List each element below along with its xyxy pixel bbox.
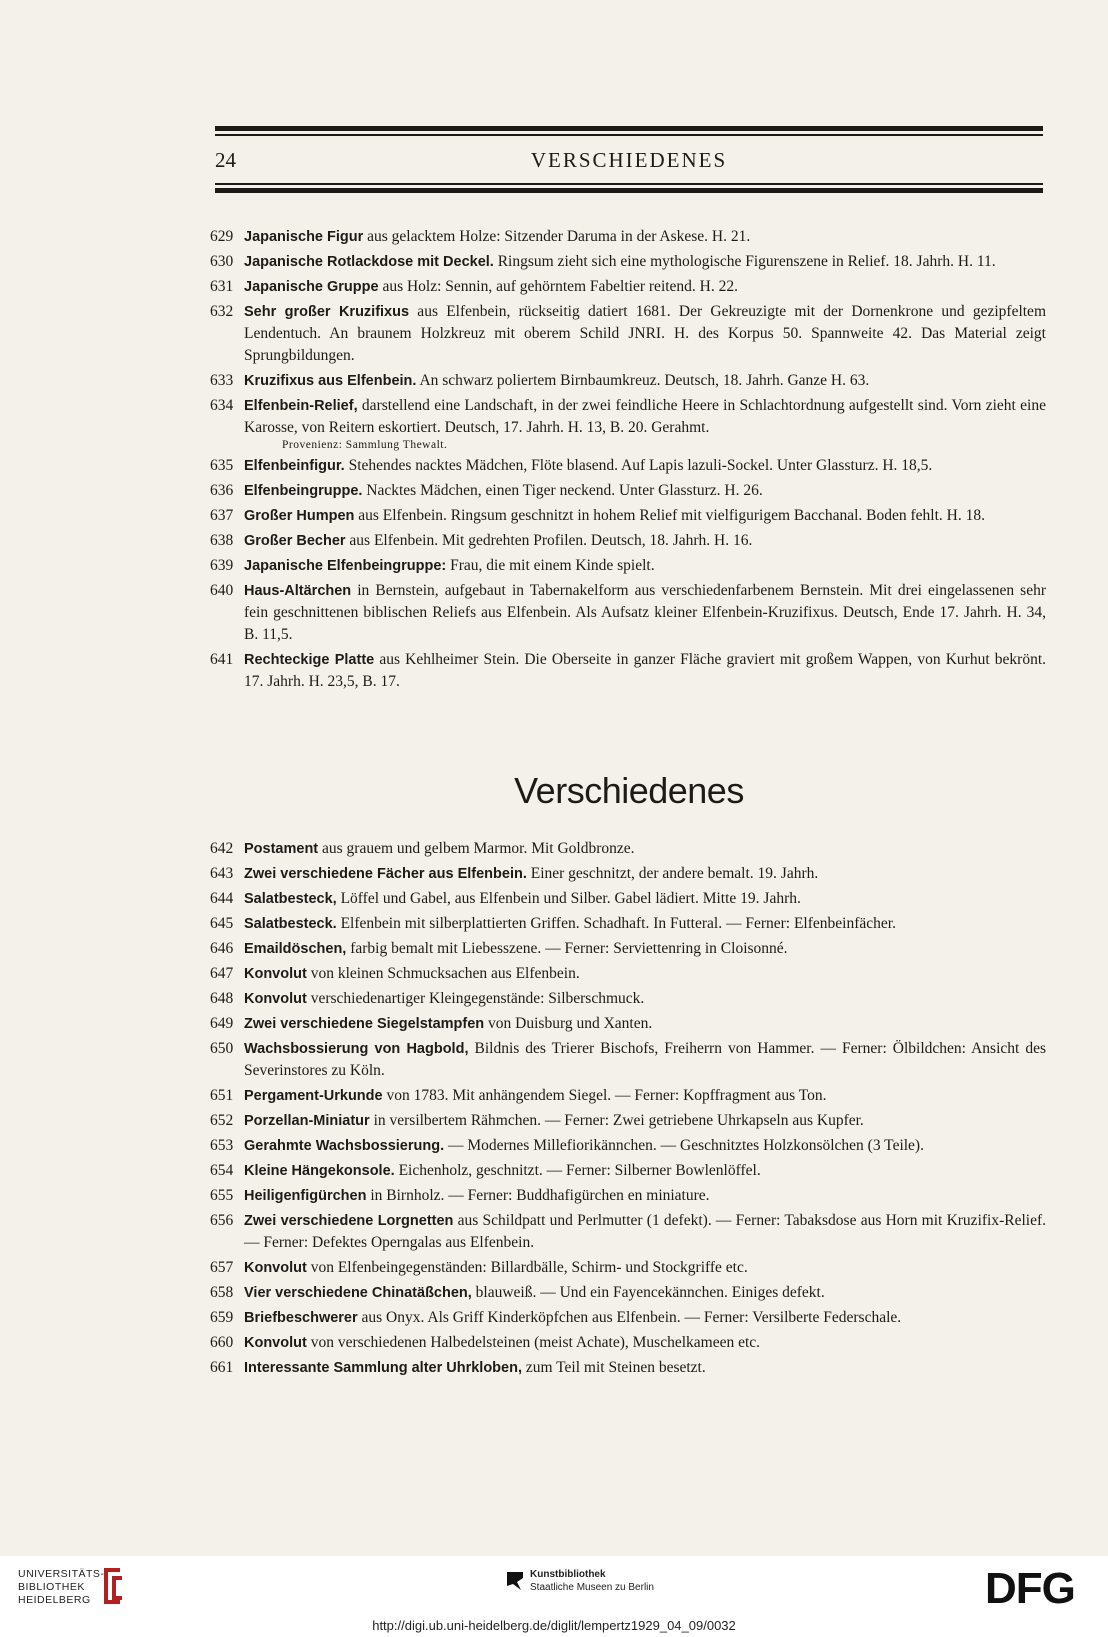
lot-description: — Modernes Millefiorikännchen. — Geschnitztes Holzkonsölchen (3 Teile). bbox=[444, 1137, 924, 1154]
catalog-entry bbox=[210, 530, 1046, 552]
lot-description: in versilbertem Rähmchen. — Ferner: Zwei getriebene Uhrkapseln aus Kupfer. bbox=[369, 1112, 864, 1129]
lot-number: 656 bbox=[210, 1212, 234, 1229]
header-rule-bottom-thin bbox=[215, 183, 1043, 185]
lot-number: 631 bbox=[210, 278, 234, 295]
lot-title: Postament bbox=[244, 841, 319, 857]
lot-description: aus Onyx. Als Griff Kinderköpfchen aus Elfenbein. — Ferner: Versilberte Federschale. bbox=[357, 1309, 902, 1326]
lot-title: Japanische Gruppe bbox=[244, 279, 379, 295]
catalog-entry bbox=[210, 1357, 1046, 1379]
catalog-entry bbox=[210, 649, 1046, 693]
lot-title: Haus-Altärchen bbox=[244, 583, 352, 599]
lot-number: 638 bbox=[210, 532, 234, 549]
lot-title: Briefbeschwerer bbox=[244, 1310, 358, 1326]
catalog-entry bbox=[210, 1185, 1046, 1207]
lot-number: 661 bbox=[210, 1359, 234, 1376]
lot-title: Salatbesteck. bbox=[244, 916, 337, 932]
lot-number: 641 bbox=[210, 651, 234, 668]
lot-number: 650 bbox=[210, 1040, 234, 1057]
lot-description: von Elfenbeingegenständen: Billardbälle, Schirm- und Stockgriffe etc. bbox=[306, 1259, 748, 1276]
kunstbibliothek-bird-icon bbox=[505, 1568, 525, 1592]
header-rule-top-thin bbox=[215, 134, 1043, 136]
lot-number: 658 bbox=[210, 1284, 234, 1301]
lot-number: 651 bbox=[210, 1087, 234, 1104]
lot-number: 649 bbox=[210, 1015, 234, 1032]
lot-title: Rechteckige Platte bbox=[244, 652, 375, 668]
catalog-entry bbox=[210, 1210, 1046, 1254]
section-title: Verschiedenes bbox=[514, 770, 744, 811]
lot-title: Japanische Figur bbox=[244, 229, 364, 245]
lot-title: Zwei verschiedene Fächer aus Elfenbein. bbox=[244, 866, 527, 882]
lot-title: Heiligenfigürchen bbox=[244, 1188, 367, 1204]
ub-emblem-icon bbox=[100, 1564, 126, 1608]
catalog-entry bbox=[210, 938, 1046, 960]
lot-number: 644 bbox=[210, 890, 234, 907]
lot-title: Konvolut bbox=[244, 966, 307, 982]
lot-title: Großer Becher bbox=[244, 533, 346, 549]
kb-logo-line2: Staatliche Museen zu Berlin bbox=[530, 1582, 654, 1593]
lot-description: aus Kehlheimer Stein. Die Oberseite in ganzer Fläche graviert mit großem Wappen, von Kurhut bekrönt. 17. Jahrh. H. 23,5, B. 17. bbox=[244, 651, 1046, 690]
lot-number: 635 bbox=[210, 457, 234, 474]
lot-number: 646 bbox=[210, 940, 234, 957]
lot-title: Gerahmte Wachsbossierung. bbox=[244, 1138, 445, 1154]
lot-number: 633 bbox=[210, 372, 234, 389]
catalog-entry bbox=[210, 395, 1046, 452]
catalog-entry bbox=[210, 1307, 1046, 1329]
lot-title: Zwei verschiedene Lorgnetten bbox=[244, 1213, 454, 1229]
lot-description: aus Elfenbein, rückseitig datiert 1681. Der Gekreuzigte mit der Dornenkrone und gezipfeltem Lendentuch. An braunem Holzkreuz mit oberem Schild JNRI. H. des Korpus 50. Spannweite 42. Das Material zeigt Sprungbildungen. bbox=[244, 303, 1046, 364]
lot-description: Eichenholz, geschnitzt. — Ferner: Silberner Bowlenlöffel. bbox=[394, 1162, 761, 1179]
lot-title: Pergament-Urkunde bbox=[244, 1088, 383, 1104]
lot-title: Konvolut bbox=[244, 991, 307, 1007]
catalog-entry bbox=[210, 913, 1046, 935]
catalog-entry bbox=[210, 1085, 1046, 1107]
catalog-entry bbox=[210, 863, 1046, 885]
lot-number: 629 bbox=[210, 228, 234, 245]
lot-title: Kruzifixus aus Elfenbein. bbox=[244, 373, 417, 389]
lot-title: Elfenbeingruppe. bbox=[244, 483, 363, 499]
catalog-entry bbox=[210, 1332, 1046, 1354]
page-number: 24 bbox=[215, 148, 236, 172]
catalog-entry bbox=[210, 838, 1046, 860]
permalink-url[interactable]: http://digi.ub.uni-heidelberg.de/diglit/lempertz1929_04_09/0032 bbox=[372, 1618, 736, 1633]
catalog-entry bbox=[210, 370, 1046, 392]
lot-number: 655 bbox=[210, 1187, 234, 1204]
catalog-entry bbox=[210, 276, 1046, 298]
lot-title: Kleine Hängekonsole. bbox=[244, 1163, 395, 1179]
catalog-entry bbox=[210, 301, 1046, 367]
lot-description: verschiedenartiger Kleingegenstände: Silberschmuck. bbox=[306, 990, 645, 1007]
lot-description: aus Elfenbein. Ringsum geschnitzt in hohem Relief mit vielfigurigem Bacchanal. Boden fehlt. H. 18. bbox=[354, 507, 985, 524]
lot-description: zum Teil mit Steinen besetzt. bbox=[522, 1359, 706, 1376]
lot-title: Elfenbein-Relief, bbox=[244, 398, 358, 414]
lot-title: Emaildöschen, bbox=[244, 941, 347, 957]
lot-number: 654 bbox=[210, 1162, 234, 1179]
lot-number: 632 bbox=[210, 303, 234, 320]
lot-number: 660 bbox=[210, 1334, 234, 1351]
lot-description: aus Elfenbein. Mit gedrehten Profilen. Deutsch, 18. Jahrh. H. 16. bbox=[345, 532, 753, 549]
catalog-entry bbox=[210, 555, 1046, 577]
lot-description: Bildnis des Trierer Bischofs, Freiherrn von Hammer. — Ferner: Ölbildchen: Ansicht des Severinstores zu Köln. bbox=[244, 1040, 1046, 1079]
kunstbibliothek-logo[interactable] bbox=[530, 1568, 654, 1594]
lot-description: darstellend eine Landschaft, in der zwei feindliche Heere in Schlachtordnung aufgestellt sind. Vorn zieht eine Karosse, von Reitern eskortiert. Deutsch, 17. Jahrh. H. 13, B. 20. Gerahmt. bbox=[244, 397, 1046, 436]
lot-number: 648 bbox=[210, 990, 234, 1007]
catalog-entry bbox=[210, 1282, 1046, 1304]
catalog-entries-top bbox=[210, 226, 1046, 696]
lot-title: Wachsbossierung von Hagbold, bbox=[244, 1041, 469, 1057]
catalog-entry bbox=[210, 1135, 1046, 1157]
lot-title: Konvolut bbox=[244, 1260, 307, 1276]
catalog-entry bbox=[210, 226, 1046, 248]
lot-title: Porzellan-Miniatur bbox=[244, 1113, 370, 1129]
lot-number: 647 bbox=[210, 965, 234, 982]
lot-description: in Birnholz. — Ferner: Buddhafigürchen en miniature. bbox=[366, 1187, 710, 1204]
lot-description: Löffel und Gabel, aus Elfenbein und Silber. Gabel lädiert. Mitte 19. Jahrh. bbox=[336, 890, 801, 907]
digitization-footer bbox=[0, 1556, 1108, 1637]
catalog-entry bbox=[210, 1110, 1046, 1132]
lot-number: 657 bbox=[210, 1259, 234, 1276]
lot-description: aus gelacktem Holze: Sitzender Daruma in der Askese. H. 21. bbox=[363, 228, 751, 245]
running-header bbox=[215, 146, 1043, 176]
lot-description: farbig bemalt mit Liebesszene. — Ferner: Serviettenring in Cloisonné. bbox=[346, 940, 788, 957]
lot-description: Stehendes nacktes Mädchen, Flöte blasend. Auf Lapis lazuli-Sockel. Unter Glassturz. H. 18,5. bbox=[344, 457, 933, 474]
dfg-logo[interactable]: DFG bbox=[985, 1564, 1075, 1613]
catalog-entry bbox=[210, 505, 1046, 527]
lot-title: Zwei verschiedene Siegelstampfen bbox=[244, 1016, 485, 1032]
lot-number: 639 bbox=[210, 557, 234, 574]
catalog-entry bbox=[210, 251, 1046, 273]
lot-number: 630 bbox=[210, 253, 234, 270]
catalog-entry bbox=[210, 1257, 1046, 1279]
ub-logo-line1: UNIVERSITÄTS- bbox=[18, 1568, 105, 1580]
catalog-entry bbox=[210, 480, 1046, 502]
catalog-entry bbox=[210, 1160, 1046, 1182]
header-rule-top-thick bbox=[215, 126, 1043, 131]
lot-description: aus grauem und gelbem Marmor. Mit Goldbronze. bbox=[318, 840, 635, 857]
running-title: VERSCHIEDENES bbox=[530, 148, 728, 172]
lot-description: An schwarz poliertem Birnbaumkreuz. Deutsch, 18. Jahrh. Ganze H. 63. bbox=[416, 372, 870, 389]
lot-number: 659 bbox=[210, 1309, 234, 1326]
lot-number: 634 bbox=[210, 397, 234, 414]
lot-description: Frau, die mit einem Kinde spielt. bbox=[446, 557, 655, 574]
lot-title: Japanische Rotlackdose mit Deckel. bbox=[244, 254, 494, 270]
lot-description: Ringsum zieht sich eine mythologische Figurenszene in Relief. 18. Jahrh. H. 11. bbox=[493, 253, 996, 270]
lot-title: Japanische Elfenbeingruppe: bbox=[244, 558, 447, 574]
catalog-entries-bottom bbox=[210, 838, 1046, 1382]
ub-logo-line3: HEIDELBERG bbox=[18, 1594, 91, 1606]
lot-description: Elfenbein mit silberplattierten Griffen. Schadhaft. In Futteral. — Ferner: Elfenbeinfächer. bbox=[336, 915, 896, 932]
lot-title: Interessante Sammlung alter Uhrkloben, bbox=[244, 1360, 522, 1376]
catalog-entry bbox=[210, 1013, 1046, 1035]
lot-number: 643 bbox=[210, 865, 234, 882]
lot-description: in Bernstein, aufgebaut in Tabernakelform aus verschiedenfarbenem Bernstein. Mit drei eingelassenen sehr fein geschnittenen biblischen Reliefs aus Elfenbein. Als Aufsatz kleiner Elfenbein-Kruzifixus. Deutsch, Ende 17. Jahrh. H. 34, B. 11,5. bbox=[244, 582, 1046, 643]
lot-description: aus Schildpatt und Perlmutter (1 defekt). — Ferner: Tabaksdose aus Horn mit Kruzifix-Relief. — Ferner: Defektes Operngalas aus Elfenbein. bbox=[244, 1212, 1046, 1251]
lot-number: 645 bbox=[210, 915, 234, 932]
lot-title: Vier verschiedene Chinatäßchen, bbox=[244, 1285, 472, 1301]
lot-description: von 1783. Mit anhängendem Siegel. — Ferner: Kopffragment aus Ton. bbox=[382, 1087, 827, 1104]
lot-description: Nacktes Mädchen, einen Tiger neckend. Unter Glassturz. H. 26. bbox=[362, 482, 763, 499]
lot-title: Elfenbeinfigur. bbox=[244, 458, 345, 474]
catalog-entry bbox=[210, 963, 1046, 985]
lot-description: von verschiedenen Halbedelsteinen (meist Achate), Muschelkameen etc. bbox=[306, 1334, 761, 1351]
lot-number: 636 bbox=[210, 482, 234, 499]
lot-number: 653 bbox=[210, 1137, 234, 1154]
lot-provenance: Provenienz: Sammlung Thewalt. bbox=[282, 439, 448, 451]
lot-number: 652 bbox=[210, 1112, 234, 1129]
ub-heidelberg-logo[interactable] bbox=[18, 1568, 104, 1607]
catalog-entry bbox=[210, 1038, 1046, 1082]
lot-description: von kleinen Schmucksachen aus Elfenbein. bbox=[306, 965, 580, 982]
lot-description: aus Holz: Sennin, auf gehörntem Fabeltier reitend. H. 22. bbox=[378, 278, 738, 295]
catalog-entry bbox=[210, 455, 1046, 477]
lot-description: blauweiß. — Und ein Fayencekännchen. Einiges defekt. bbox=[471, 1284, 825, 1301]
lot-title: Sehr großer Kruzifixus bbox=[244, 304, 410, 320]
lot-number: 642 bbox=[210, 840, 234, 857]
lot-title: Konvolut bbox=[244, 1335, 307, 1351]
ub-logo-line2: BIBLIOTHEK bbox=[18, 1581, 85, 1593]
kb-logo-line1: Kunstbibliothek bbox=[530, 1569, 606, 1580]
catalog-entry bbox=[210, 888, 1046, 910]
catalog-entry bbox=[210, 988, 1046, 1010]
catalog-entry bbox=[210, 580, 1046, 646]
lot-number: 640 bbox=[210, 582, 234, 599]
lot-description: von Duisburg und Xanten. bbox=[484, 1015, 653, 1032]
lot-number: 637 bbox=[210, 507, 234, 524]
header-rule-bottom-thick bbox=[215, 188, 1043, 193]
lot-title: Großer Humpen bbox=[244, 508, 355, 524]
lot-title: Salatbesteck, bbox=[244, 891, 337, 907]
lot-description: Einer geschnitzt, der andere bemalt. 19. Jahrh. bbox=[526, 865, 819, 882]
